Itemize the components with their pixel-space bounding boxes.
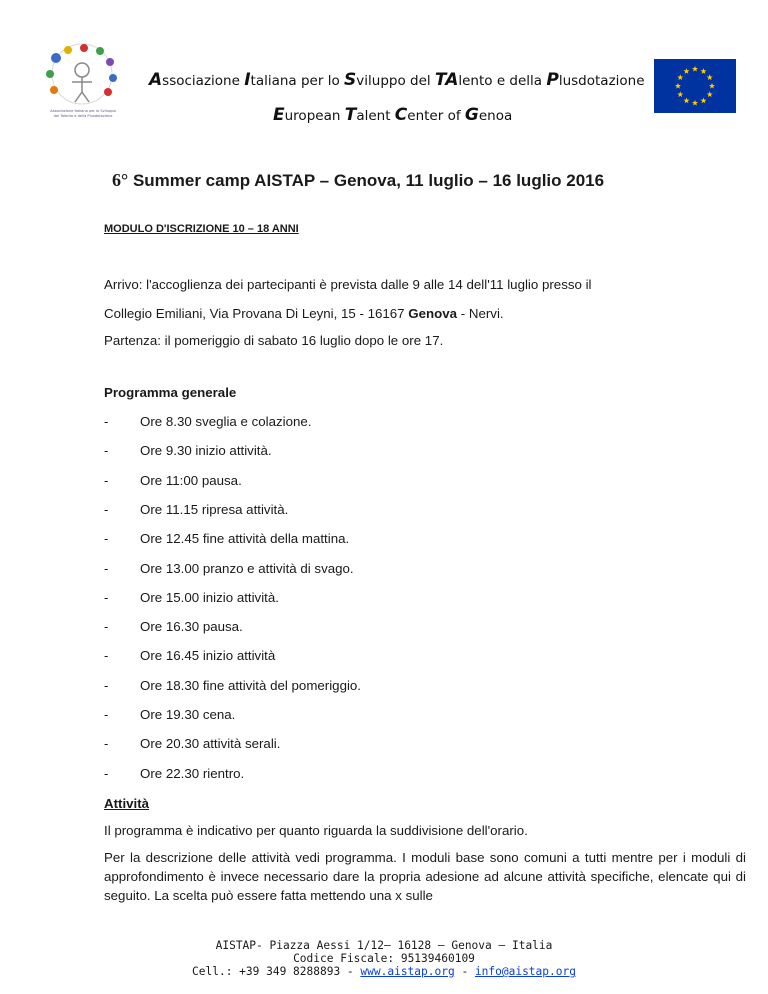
title-number: 6°: [112, 170, 129, 190]
eu-star-icon: [692, 100, 698, 106]
eu-star-icon: [677, 91, 683, 97]
attivita-heading: Attività: [104, 796, 150, 811]
line1-word: lusdotazione: [558, 73, 645, 89]
schedule-item: Ore 18.30 fine attività del pomeriggio.: [140, 677, 362, 693]
eu-star-icon: [683, 98, 689, 104]
line1-initial: A: [149, 70, 163, 90]
header-association-name: [149, 70, 645, 90]
arrival-district: - Nervi.: [457, 306, 504, 321]
schedule-item: Ore 11:00 pausa.: [140, 472, 242, 488]
arrival-address: Collegio Emiliani, Via Provana Di Leyni, 15 - 16167: [104, 306, 409, 321]
schedule-bullet: -: [104, 707, 109, 722]
footer-fiscal-code: Codice Fiscale: 95139460109: [293, 952, 475, 965]
schedule-bullet: -: [104, 677, 109, 693]
departure-line: Partenza: il pomeriggio di sabato 16 luglio dopo le ore 17.: [104, 333, 444, 348]
eu-star-icon: [692, 66, 698, 72]
schedule-bullet: -: [104, 765, 109, 781]
schedule-item: Ore 16.30 pausa.: [140, 619, 243, 635]
schedule-item: Ore 13.00 pranzo e attività di svago.: [140, 560, 354, 576]
footer-address: AISTAP- Piazza Aessi 1/12– 16128 – Genova – Italia: [215, 939, 553, 952]
footer-contacts: [0, 965, 768, 978]
eu-star-icon: [683, 68, 689, 74]
schedule-item: Ore 8.30 sveglia e colazione.: [140, 414, 312, 429]
schedule-bullet: -: [104, 560, 109, 576]
eu-star-icon: [707, 74, 713, 80]
title-text: Summer camp AISTAP – Genova, 11 luglio – 16 luglio 2016: [132, 171, 605, 190]
line2-word: uropean: [284, 108, 345, 124]
eu-flag: [654, 59, 736, 113]
schedule-item: Ore 22.30 rientro.: [140, 765, 245, 781]
line1-word: viluppo del: [356, 73, 435, 89]
footer-email-link[interactable]: info@aistap.org: [474, 965, 576, 978]
attivita-paragraph-1: Il programma è indicativo per quanto riguarda la suddivisione dell'orario.: [104, 823, 528, 838]
line1-word: lento e della: [458, 73, 547, 89]
footer-separator: -: [454, 965, 475, 978]
line2-initial: T: [344, 105, 357, 125]
schedule-item: Ore 19.30 cena.: [140, 707, 236, 722]
attivita-paragraph-2: Per la descrizione delle attività vedi programma. I moduli base sono comuni a tutti mentre per i moduli di approfondimento è invece necessario dare la propria adesione ad alcune attività specifiche, elencate qui di seguito. La scelta può essere fatta mettendo una x sulle: [104, 850, 746, 903]
arrival-line-1: Arrivo: l'accoglienza dei partecipanti è prevista dalle 9 alle 14 dell'11 luglio presso il: [104, 277, 592, 292]
schedule-item: Ore 11.15 ripresa attività.: [140, 501, 289, 517]
eu-star-icon: [709, 83, 715, 89]
eu-stars-icon: [654, 59, 736, 113]
schedule-bullet: -: [104, 443, 109, 459]
schedule-item: Ore 20.30 attività serali.: [140, 736, 281, 752]
line2-initial: G: [464, 105, 479, 125]
line2-initial: E: [273, 105, 285, 125]
eu-star-icon: [677, 74, 683, 80]
footer-website-link[interactable]: www.aistap.org: [360, 965, 455, 978]
line1-word: ssociazione: [162, 73, 245, 89]
line2-word: enoa: [478, 108, 513, 124]
aistap-logo-graphic: [38, 40, 128, 120]
schedule-bullet: -: [104, 736, 109, 752]
schedule-item: Ore 12.45 fine attività della mattina.: [140, 531, 350, 547]
line1-initial: S: [344, 70, 357, 90]
header-center-name: [273, 105, 512, 125]
aistap-logo: [38, 40, 128, 120]
footer: [0, 939, 768, 978]
schedule-bullet: -: [104, 414, 109, 429]
eu-star-icon: [675, 83, 681, 89]
schedule-bullet: -: [104, 472, 109, 488]
schedule-item: Ore 9.30 inizio attività.: [140, 443, 272, 459]
line2-initial: C: [394, 105, 408, 125]
line2-word: alent: [356, 108, 395, 124]
eu-star-icon: [700, 98, 706, 104]
schedule-bullet: -: [104, 648, 109, 664]
logo-caption-2: del Talento e della Plusdotazione: [53, 114, 113, 118]
schedule-bullet: -: [104, 589, 109, 605]
footer-phone: Cell.: +39 349 8288893 -: [192, 965, 361, 978]
page-title: [112, 170, 604, 191]
eu-star-icon: [700, 68, 706, 74]
line1-initial: P: [546, 70, 559, 90]
schedule-bullet: -: [104, 619, 109, 635]
logo-caption-1: Associazione Italiana per lo Sviluppo: [50, 109, 116, 113]
module-title: MODULO D'ISCRIZIONE 10 – 18 ANNI: [104, 223, 299, 235]
schedule-item: Ore 16.45 inizio attività: [140, 648, 276, 664]
schedule-item: Ore 15.00 inizio attività.: [140, 589, 279, 605]
programma-heading: Programma generale: [104, 385, 237, 400]
schedule-bullet: -: [104, 531, 109, 547]
line1-word: taliana per lo: [250, 73, 345, 89]
schedule-bullet: -: [104, 501, 109, 517]
arrival-city: Genova: [408, 306, 458, 321]
line1-initial: I: [244, 70, 251, 90]
eu-star-icon: [707, 91, 713, 97]
arrival-line-2: [104, 306, 504, 321]
line1-initial: TA: [434, 70, 459, 90]
line2-word: enter of: [407, 108, 465, 124]
